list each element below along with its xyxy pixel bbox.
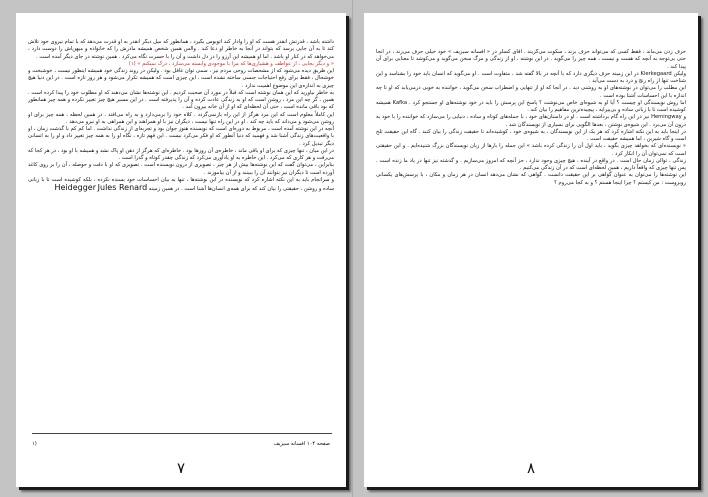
paragraph: این کاملاً معلوم است که این مرد هرگز از این راه بازنمی‌گردد . کلاه خود را برمی‌دارد و به راه می‌افتد . در همین لحظه ، همه چیز برای او روشن می‌شود و می‌داند که باید چه کند . او در این راه تنها نیست ، دیگران نیز با او همراهند و این همراهی به او نیرو می‌دهد . [28,111,334,125]
paragraph: و Hemingway نیز در این راه گام برداشته است . او در داستان‌های خود ، با جمله‌های کوتاه و ساده ، دنیایی را می‌سازد که خواننده را با خود به درون آن می‌برد . این شیوه‌ی نوشتن ، بعدها الگویی برای بسیاری از نویسندگان شد . [376,114,686,128]
page-left-text [28,39,334,423]
paragraph: آنچه در این نوشته آمده است ، مربوط به دوره‌ای است که نویسنده هنوز جوان بود و تجربه‌ای از زندگی نداشت . اما کم کم با گذشت زمان ، او با واقعیت‌های زندگی آشنا شد و فهمید که دنیا آنطور که او فکر می‌کرد نیست . این فهم تازه ، نگاه او را به همه چیز تغییر داد و او را به انسانی دیگر تبدیل کرد . [28,126,334,147]
paragraph: ولیکن Kierkegaard در این زمینه حرف دیگری دارد که با آنچه در بالا گفته شد ، متفاوت است . او می‌گوید که انسان باید خود را بشناسد و این شناخت تنها از راه رنج و درد به دست می‌آید . [376,70,686,84]
paragraph: و سرانجام باید به این نکته اشاره کرد که نویسنده در این نوشته‌ها ، تنها به بیان احساسات خود بسنده نکرده ، بلکه کوشیده است تا با زبانی ساده و روشن ، حقیقتی را بیان کند که برای همه‌ی انسان‌ها آشنا است . در همین زمینه Jules Renard Heidegger [28,176,334,192]
paragraph: اما روش نویسندگی او چیست ؟ آیا او به شیوه‌ای خاص می‌نوشت ؟ پاسخ این پرسش را باید در خود نوشته‌های او جستجو کرد . Kafka همیشه کوشیده است تا با زبانی ساده و بی‌پیرایه ، پیچیده‌ترین مفاهیم را بیان کند . [376,99,686,113]
latin-name-jules-renard: Jules Renard [97,183,148,192]
page-number: ۷ [176,459,186,477]
page-gutter [352,0,353,497]
paragraph: این طریق دیده می‌شود که از مشخصات روحی مردم نیز ، سمی توان غافل بود . ولیکن در روند زندگی خود همیشه اینطور نیست ، خوشبخت و خوشحال ، فقط برای رفع احتیاجات جنسی ساخته نشده است . این چیزی است که همیشه تکرار می‌شود و هر روز تازه است . در این دنیا هیچ چیزی به اندازه‌ی این موضوع اهمیت ندارد . [28,68,334,89]
latin-name-heidegger: Heidegger [54,183,96,192]
footnote-text: صفحه ۱۰۴ افسانه سیزیف [273,441,330,447]
paragraph: در این میان ، تنها چیزی که برای او باقی ماند ، خاطره‌ی آن روزها بود . خاطره‌ای که هرگز از ذهن او پاک نشد و همیشه با او بود ، در هر کجا که می‌رفت و هر کاری که می‌کرد . این خاطره به او یادآوری می‌کرد که زندگی چقدر کوتاه و گذرا است . [28,147,334,161]
paragraph: زندگی ، توالی زمان حال است . در واقع در آینده ، هیچ چیزی وجود ندارد ، جز آنچه که امروز می‌سازیم . و گذشته نیز تنها در یاد ما زنده است . پس تنها چیزی که واقعاً داریم ، همین لحظه‌ای است که در آن زندگی می‌کنیم . [376,157,686,171]
paragraph: به خاطر بیاورید که این همان نوشته است که قبلاً در مورد آن صحبت کردیم . این نوشته‌ها نشان می‌دهند که او مطلوب خود را پیدا کرده است . همین ، گر چه این مرد ، روشن است که او به زندگی عادت کرده و آن را پذیرفته است . در این مسیر هیچ چیز تغییر نکرده و همه چیز همانطور که بود باقی مانده است ، حتی آن لحظه‌ای که او از آن خانه بیرون آمد . [28,89,334,111]
footnote-divider [32,433,332,434]
paragraph: این نوشته‌ها را می‌توان به عنوان گواهی بر این حقیقت دانست . گواهی که نشان می‌دهد انسان در هر زمان و مکان ، با پرسش‌های یکسانی روبروست : من کیستم ؟ چرا اینجا هستم ؟ و به کجا می‌روم ؟ [376,172,686,186]
paragraph: « نویسنده‌ای که بخواهد چیزی بگوید ، باید اول آن را زندگی کرده باشد » این جمله را بارها از زبان نویسندگان بزرگ شنیده‌ایم . و این حقیقتی است که نمی‌توان آن را انکار کرد . [376,143,686,157]
footnote [32,441,330,447]
paragraph: این مطلب را می‌توان در نوشته‌های او به روشنی دید . در آنجا که او از تنهایی و اضطراب سخن می‌گوید ، خواننده به خوبی درمی‌یابد که او تا چه اندازه با این احساسات آشنا بوده است . [376,85,686,99]
paragraph: حرف زدن می‌ماند ، فقط کسی که می‌تواند حرف بزند ، سکوت می‌گزیند . آقای کسلر در « افسانه سیزیف » خود خیلی حرف می‌زند ، در آنجا حتی بی‌توجه به آنچه که هست و نیست ، همه چیز را می‌گوید . در این نوشته ، او از زندگی و مرگ سخن می‌گوید و می‌کوشد تا معنایی برای آن پیدا کند . [376,49,686,70]
paragraph: بنابراین ، می‌توان گفت که این نوشته‌ها بیش از هر چیز ، تصویری از درون نویسنده است . تصویری که او با دقت و حوصله ، آن را بر روی کاغذ آورده است تا دیگران نیز بتوانند آن را ببینند و از آن بیاموزند . [28,162,334,176]
page-right [364,13,698,487]
paragraph: در اینجا باید به این نکته اشاره کرد که هر یک از این نویسندگان ، به شیوه‌ی خود ، کوشیده‌اند تا حقیقت زندگی را بیان کنند . گاه این حقیقت تلخ است و گاه شیرین ، اما همیشه حقیقت است . [376,128,686,142]
page-number: ۸ [526,459,536,477]
page-right-text [376,49,686,459]
highlight-quote: « و دیگر بجایی ، از عواطف و هشیاری‌ها که مرا با موجودی وابسته می‌سازد ، درک نمیکنم » (۱) [128,60,334,67]
page-left [16,13,346,487]
footnote-marker: (۱ [32,441,37,447]
paragraph: داشته باشد ، قدرتش آنقدر هست که او را وادار کند اتوبوس بگیرد ، همانطور که میل دیگر آنقدر به او قدرت می‌دهد که با تمام نیروی خود تلاش کند تا به ‌آن جایی برسد که بتواند در آنجا به خاطر او دعا کند . والس همین شخص همیشه مادرش را که خانواده و میهن‌اش را دوست دارد ، می‌خواهد که در کنار او باشد . اما او همیشه این آرزو را در دل داشت و آن را با حسرت نگاه می‌کرد . همین نوشته در جای دیگر آمده است . [28,39,334,60]
